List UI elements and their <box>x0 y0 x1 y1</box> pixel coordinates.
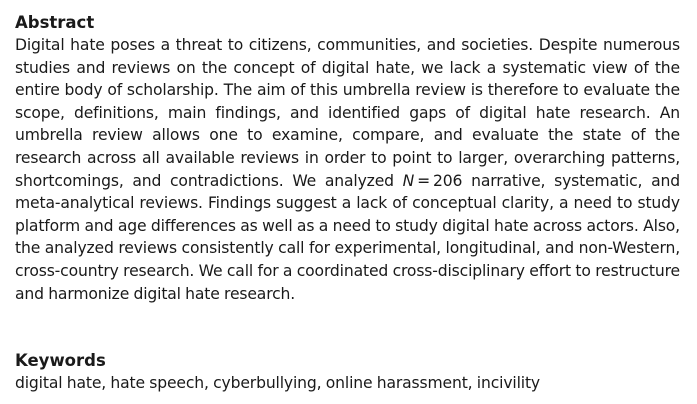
keywords-heading: Keywords <box>15 351 106 370</box>
abstract-heading: Abstract <box>15 13 95 32</box>
abstract-text <box>15 34 680 305</box>
abstract-text-part-1: Digital hate poses a threat to citizens, communities, and societies. Despite numerous studies and reviews on the concept of digital hate, we lack a systematic view of the entire body of scholarship. The aim of this umbrella review is therefore to evaluate the scope, definitions, main findings, and identified gaps of digital hate research. An umbrella review allows one to examine, compare, and evaluate the state of the research across all available reviews in order to point to larger, overarching patterns, shortcomings, and contradictions. We analyzed <box>15 36 680 190</box>
keywords-list: digital hate, hate speech, cyberbullying, online harassment, incivility <box>15 374 540 392</box>
paper-page <box>15 12 680 392</box>
keywords-section <box>15 350 680 394</box>
sample-size-value: = 206 <box>414 171 463 190</box>
sample-size-symbol: N <box>402 171 415 190</box>
abstract-text-part-2: narrative, systematic, and meta-analytical reviews. Findings suggest a lack of conceptual clarity, a need to study platform and age differences as well as a need to study digital hate across actors. Also, the analyzed reviews consistently call for experimental, longitudinal, and non-Western, cross-country research. We call for a coordinated cross-disciplinary effort to restructure and harmonize digital hate research. <box>15 171 680 303</box>
